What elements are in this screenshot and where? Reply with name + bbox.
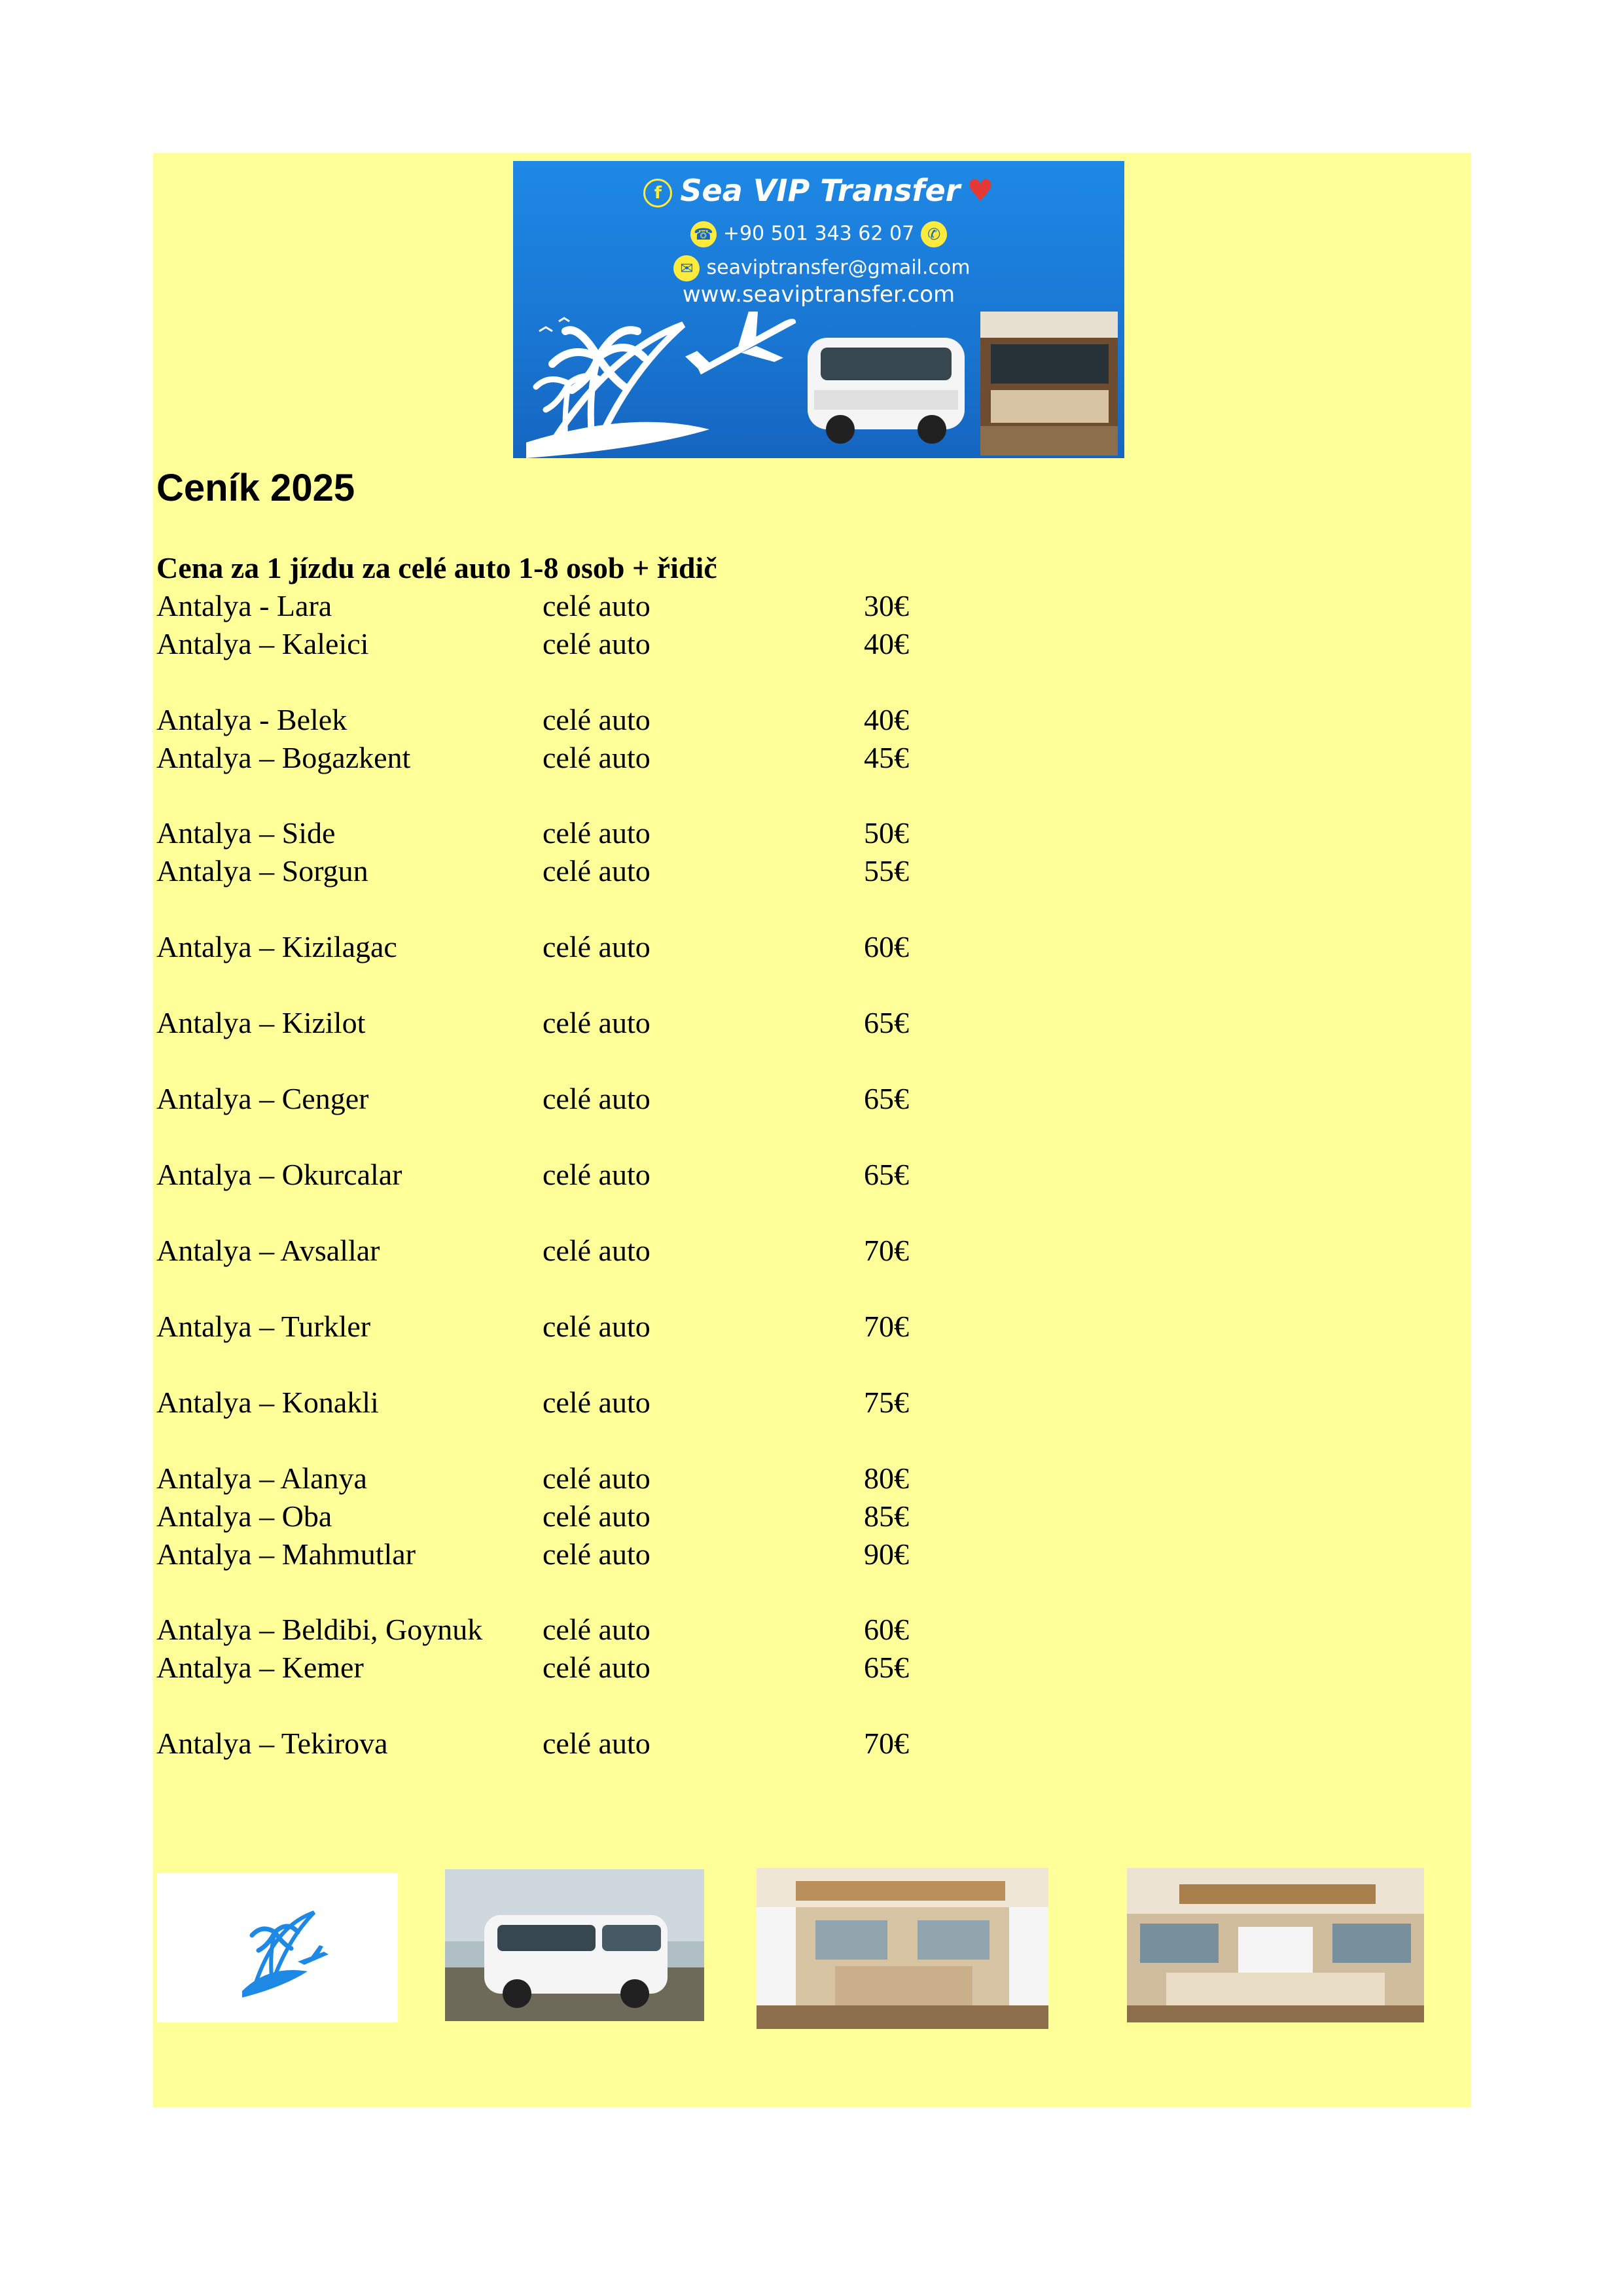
destination: Antalya – Kizilagac bbox=[156, 930, 397, 963]
price-row bbox=[156, 1308, 942, 1345]
destination: Antalya - Belek bbox=[156, 703, 348, 736]
price-row bbox=[156, 1725, 942, 1762]
price: 55€ bbox=[864, 854, 909, 888]
destination: Antalya – Okurcalar bbox=[156, 1158, 402, 1191]
price-row bbox=[156, 1649, 942, 1686]
vehicle: celé auto bbox=[543, 703, 651, 736]
price: 65€ bbox=[864, 1651, 909, 1684]
interior-photo-front bbox=[757, 1868, 1048, 2029]
destination: Antalya – Konakli bbox=[156, 1386, 379, 1419]
page-title: Ceník 2025 bbox=[156, 467, 355, 509]
vehicle: celé auto bbox=[543, 1537, 651, 1571]
banner-title-line bbox=[513, 173, 1124, 208]
whatsapp-icon: ✆ bbox=[921, 221, 947, 247]
price: 70€ bbox=[864, 1310, 909, 1343]
vehicle: celé auto bbox=[543, 1082, 651, 1115]
van-interior-photo-2 bbox=[1127, 1868, 1424, 2022]
price: 45€ bbox=[864, 741, 909, 774]
price: 65€ bbox=[864, 1006, 909, 1039]
banner-email-line bbox=[513, 255, 1124, 281]
price: 40€ bbox=[864, 627, 909, 660]
banner-illustration bbox=[513, 312, 1124, 458]
mail-icon: ✉ bbox=[673, 255, 700, 281]
price: 70€ bbox=[864, 1234, 909, 1267]
van-photo bbox=[445, 1869, 704, 2021]
price-row bbox=[156, 929, 942, 965]
vehicle: celé auto bbox=[543, 627, 651, 660]
vehicle: celé auto bbox=[543, 1386, 651, 1419]
vehicle: celé auto bbox=[543, 1727, 651, 1760]
price-row bbox=[156, 1157, 942, 1193]
price: 85€ bbox=[864, 1499, 909, 1533]
price: 60€ bbox=[864, 1613, 909, 1646]
price: 65€ bbox=[864, 1158, 909, 1191]
price-row bbox=[156, 626, 942, 662]
price-row bbox=[156, 1611, 942, 1648]
destination: Antalya – Turkler bbox=[156, 1310, 371, 1343]
banner-phone-line bbox=[513, 221, 1124, 247]
price-row bbox=[156, 740, 942, 776]
vehicle: celé auto bbox=[543, 1651, 651, 1684]
van-interior-photo bbox=[980, 312, 1118, 456]
van-interior-photo-1 bbox=[757, 1868, 1048, 2029]
vehicle: celé auto bbox=[543, 930, 651, 963]
destination: Antalya – Avsallar bbox=[156, 1234, 380, 1267]
vehicle: celé auto bbox=[543, 1310, 651, 1343]
destination: Antalya – Kizilot bbox=[156, 1006, 366, 1039]
destination: Antalya – Side bbox=[156, 816, 336, 850]
destination: Antalya – Beldibi, Goynuk bbox=[156, 1613, 483, 1646]
price: 70€ bbox=[864, 1727, 909, 1760]
destination: Antalya – Tekirova bbox=[156, 1727, 388, 1760]
vehicle: celé auto bbox=[543, 816, 651, 850]
logo-thumbnail bbox=[157, 1873, 398, 2022]
price-row bbox=[156, 1460, 942, 1497]
price-subtitle: Cena za 1 jízdu za celé auto 1-8 osob + řidič bbox=[156, 551, 717, 584]
vehicle: celé auto bbox=[543, 1613, 651, 1646]
price-row bbox=[156, 1005, 942, 1041]
price: 75€ bbox=[864, 1386, 909, 1419]
banner-title: Sea VIP Transfer bbox=[680, 173, 961, 208]
phone-icon: ☎ bbox=[690, 221, 717, 247]
heart-flag-icon: ♥ bbox=[967, 173, 994, 208]
price-row bbox=[156, 1498, 942, 1535]
price-row bbox=[156, 815, 942, 852]
company-banner bbox=[513, 161, 1124, 458]
vehicle: celé auto bbox=[543, 1006, 651, 1039]
banner-website: www.seaviptransfer.com bbox=[682, 281, 955, 308]
price: 80€ bbox=[864, 1462, 909, 1495]
interior-photo-rear bbox=[1127, 1868, 1424, 2022]
price: 50€ bbox=[864, 816, 909, 850]
banner-phone: +90 501 343 62 07 bbox=[722, 222, 915, 245]
destination: Antalya – Oba bbox=[156, 1499, 332, 1533]
destination: Antalya – Kemer bbox=[156, 1651, 364, 1684]
price-row bbox=[156, 702, 942, 738]
destination: Antalya – Sorgun bbox=[156, 854, 368, 888]
price-row bbox=[156, 588, 942, 624]
vehicle: celé auto bbox=[543, 1234, 651, 1267]
price: 30€ bbox=[864, 589, 909, 622]
price: 60€ bbox=[864, 930, 909, 963]
destination: Antalya – Mahmutlar bbox=[156, 1537, 416, 1571]
price: 40€ bbox=[864, 703, 909, 736]
vehicle: celé auto bbox=[543, 1499, 651, 1533]
destination: Antalya – Cenger bbox=[156, 1082, 369, 1115]
vehicle: celé auto bbox=[543, 1158, 651, 1191]
destination: Antalya – Bogazkent bbox=[156, 741, 411, 774]
airplane-illustration bbox=[678, 312, 808, 395]
destination: Antalya – Kaleici bbox=[156, 627, 369, 660]
destination: Antalya – Alanya bbox=[156, 1462, 367, 1495]
price-row bbox=[156, 853, 942, 889]
palm-airplane-logo-icon bbox=[157, 1873, 398, 2022]
destination: Antalya - Lara bbox=[156, 589, 332, 622]
palm-island-illustration bbox=[526, 318, 709, 458]
price-row bbox=[156, 1081, 942, 1117]
facebook-icon: f bbox=[643, 179, 672, 207]
vehicle: celé auto bbox=[543, 589, 651, 622]
price-row bbox=[156, 1384, 942, 1421]
vehicle: celé auto bbox=[543, 854, 651, 888]
price-row bbox=[156, 1232, 942, 1269]
van-illustration bbox=[808, 338, 965, 444]
price: 65€ bbox=[864, 1082, 909, 1115]
price: 90€ bbox=[864, 1537, 909, 1571]
price-row bbox=[156, 1536, 942, 1573]
white-van-photo bbox=[445, 1869, 704, 2021]
banner-email: seaviptransfer@gmail.com bbox=[706, 256, 971, 279]
vehicle: celé auto bbox=[543, 741, 651, 774]
vehicle: celé auto bbox=[543, 1462, 651, 1495]
